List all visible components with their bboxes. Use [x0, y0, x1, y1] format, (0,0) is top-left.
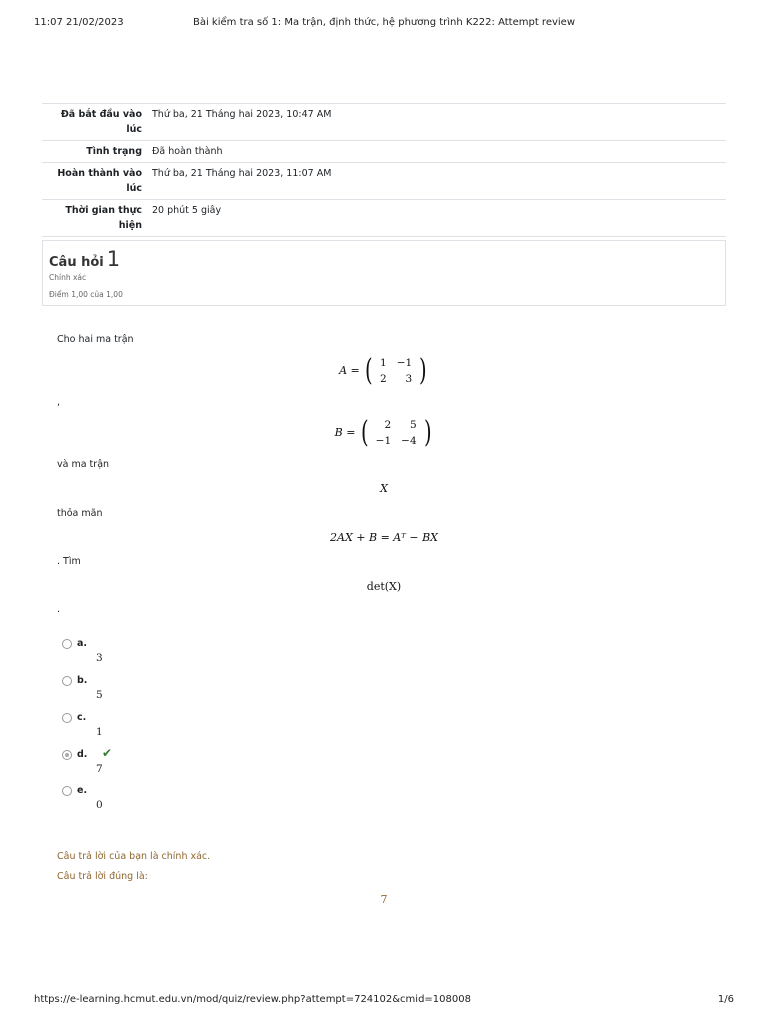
- feedback-text: Câu trả lời của bạn là chính xác.: [57, 851, 211, 862]
- question-text-3: thỏa mãn: [57, 508, 103, 519]
- matrix-X-formula: [0, 482, 768, 495]
- correct-check-icon: ✔: [102, 746, 113, 760]
- radio-button[interactable]: [62, 713, 72, 723]
- summary-row: [42, 200, 726, 237]
- option-letter: d.: [77, 749, 88, 760]
- summary-row: [42, 104, 726, 141]
- question-grade: Điểm 1,00 của 1,00: [49, 290, 123, 299]
- question-number: [49, 247, 120, 271]
- attempt-summary-table: [42, 103, 726, 259]
- summary-row: [42, 141, 726, 163]
- summary-value: Thứ ba, 21 Tháng hai 2023, 11:07 AM: [148, 163, 726, 200]
- summary-value: 20 phút 5 giây: [148, 200, 726, 237]
- radio-button[interactable]: [62, 676, 72, 686]
- radio-button[interactable]: [62, 639, 72, 649]
- summary-label: Đã bắt đầu vào lúc: [42, 104, 148, 141]
- target-formula: det(X): [366, 580, 402, 593]
- equation-formula: [0, 531, 768, 544]
- matrix-cell: 3: [405, 373, 413, 385]
- equation: 2AX + B = Aᵀ − BX: [330, 531, 438, 544]
- right-answer-value: 7: [380, 893, 388, 906]
- print-page-title: Bài kiểm tra số 1: Ma trận, định thức, hệ phương trình K222: Attempt review: [192, 17, 576, 28]
- matrix-cell: 1: [380, 357, 387, 369]
- matrix-B-formula: B = ( 2 5 −1 −4 ): [0, 417, 768, 449]
- summary-label: Hoàn thành vào lúc: [42, 163, 148, 200]
- question-text-1: Cho hai ma trận: [57, 334, 134, 345]
- option-value: 3: [96, 652, 103, 664]
- option-letter: a.: [77, 638, 88, 649]
- matrix-cell: 2: [384, 419, 392, 431]
- question-text-2: và ma trận: [57, 459, 110, 470]
- option-value: 5: [96, 689, 103, 701]
- matrix-cell: −1: [396, 357, 413, 369]
- summary-label: Tình trạng: [42, 141, 148, 163]
- matrix-cell: 2: [380, 373, 387, 385]
- option-value: 1: [96, 726, 103, 738]
- option-letter: b.: [77, 675, 88, 686]
- matrix-B: ( 2 5 −1 −4 ): [361, 415, 432, 450]
- print-datetime: 11:07 21/02/2023: [34, 17, 124, 28]
- print-url: https://e-learning.hcmut.edu.vn/mod/quiz/review.php?attempt=724102&cmid=108008: [34, 994, 471, 1005]
- summary-label: Thời gian thực hiện: [42, 200, 148, 237]
- option-letter: c.: [77, 712, 87, 723]
- question-state: Chính xác: [49, 273, 87, 282]
- print-page-number: 1/6: [717, 994, 734, 1005]
- matrix-cell: −4: [401, 435, 417, 447]
- matrix-cell: 5: [409, 419, 417, 431]
- matrix-A-name: A: [339, 364, 348, 377]
- matrix-A-formula: A = ( 1 −1 2 3 ): [0, 355, 768, 387]
- matrix-A: ( 1 −1 2 3 ): [365, 353, 427, 388]
- radio-button[interactable]: [62, 786, 72, 796]
- question-label: Câu hỏi: [49, 255, 104, 270]
- option-letter: e.: [77, 785, 88, 796]
- matrix-cell: −1: [375, 435, 392, 447]
- summary-row: [42, 163, 726, 200]
- summary-value: Thứ ba, 21 Tháng hai 2023, 10:47 AM: [148, 104, 726, 141]
- separator-period: .: [57, 604, 61, 615]
- option-value: 0: [96, 799, 103, 811]
- separator-comma: ,: [57, 397, 61, 408]
- question-number-value: 1: [106, 247, 121, 271]
- option-value: 7: [96, 763, 103, 775]
- matrix-B-name: B: [334, 426, 343, 439]
- question-text-4: . Tìm: [57, 556, 81, 567]
- right-answer-label: Câu trả lời đúng là:: [57, 871, 148, 882]
- radio-button-selected[interactable]: [62, 750, 72, 760]
- question-info-box: [42, 240, 726, 306]
- var-X: X: [380, 482, 388, 495]
- summary-value: Đã hoàn thành: [148, 141, 726, 163]
